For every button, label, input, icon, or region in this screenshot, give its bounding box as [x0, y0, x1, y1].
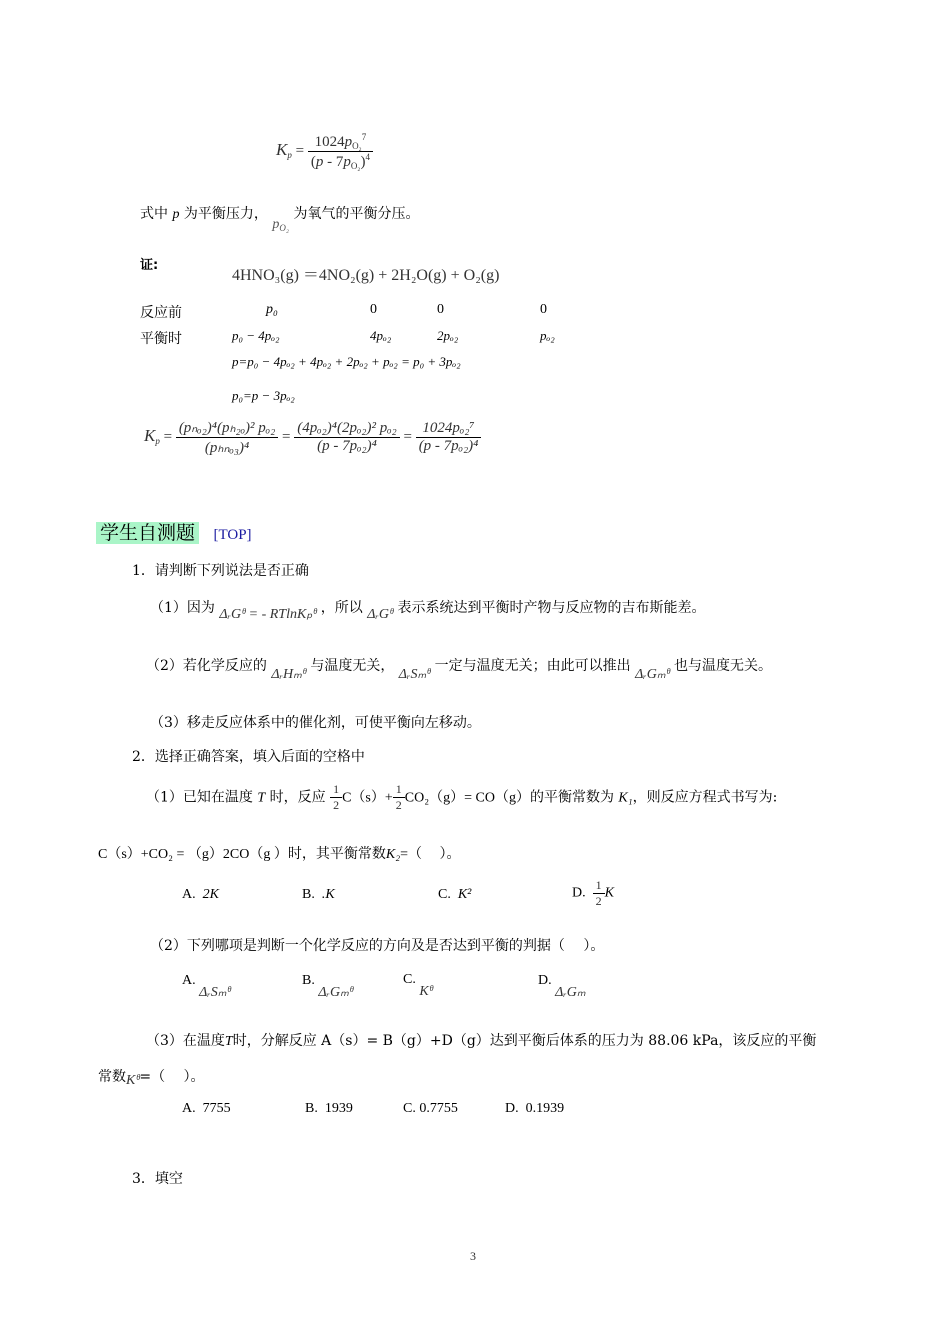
k-standard-symbol: Kᶿ [126, 1073, 140, 1088]
row-equilibrium-val: p₀ − 4pₒ₂ [232, 328, 280, 343]
kp-symbol: K [144, 425, 156, 445]
text: 一定与温度无关；由此可以推出 [434, 658, 631, 674]
q1-title: 1．请判断下列说法是否正确 [132, 563, 309, 579]
option-letter: D. [572, 885, 586, 901]
q2-s3-line1 [146, 1030, 816, 1050]
option-text: ΔᵣSₘᶿ [199, 985, 231, 1000]
text: ，则反应方程式书写为: [632, 789, 778, 806]
option-text: Kᶿ [419, 984, 433, 999]
kp-numerator [308, 132, 373, 151]
row-equilibrium-val: 2pₒ₂ [437, 328, 459, 343]
option-text: ΔᵣGₘ [555, 985, 586, 1000]
q1-statement-1 [150, 597, 706, 622]
option-letter: D. [505, 1101, 519, 1116]
numerator: 1024pₒ₂⁷ [422, 420, 475, 436]
var: p [315, 154, 324, 170]
text: C（s）+ [342, 790, 393, 806]
exp: 4 [365, 152, 370, 162]
kp-symbol: K [276, 139, 288, 159]
numerator: 1 [333, 782, 340, 796]
q2-s1-line1 [146, 782, 777, 813]
section-title: 学生自测题 [96, 522, 199, 544]
option-text: K [604, 885, 614, 901]
option-letter: B. [302, 973, 315, 988]
option-letter: B. [305, 1101, 318, 1116]
option-letter: A. [182, 973, 196, 988]
row-before-val: 0 [437, 302, 444, 317]
minus: - [327, 154, 333, 170]
q2-s3-option-c[interactable] [403, 1101, 458, 1117]
text: ，所以 [320, 600, 363, 616]
text: 也与温度无关。 [674, 658, 773, 674]
fraction-2 [294, 420, 399, 455]
text: （2）若化学反应的 [146, 658, 267, 674]
denominator: (p - 7pₒ₂)⁴ [294, 437, 399, 455]
equals-sign: = [295, 142, 305, 159]
gibbs-symbol: ΔᵣGₘᶿ [635, 667, 670, 682]
section-heading-row [96, 518, 252, 545]
option-text: 2K [202, 887, 219, 902]
text: CO₂（g）= CO（g）的平衡常数为 [404, 790, 614, 806]
var: p [344, 134, 353, 150]
q2-s3-line2 [98, 1066, 205, 1086]
kp-subscript: p [287, 149, 292, 160]
kp-subscript: p [155, 435, 160, 446]
q2-s2-option-c[interactable] [403, 972, 433, 999]
sum-line: p=p₀ − 4pₒ₂ + 4pₒ₂ + 2pₒ₂ + pₒ₂ = p₀ + 3pₒ₂ [232, 354, 461, 369]
text: =（ ）。 [400, 847, 461, 862]
option-letter: A. [182, 1101, 196, 1116]
row-before-val: 0 [540, 302, 547, 317]
paren: ) [360, 154, 366, 170]
option-text: .K [321, 887, 335, 902]
var: p [343, 154, 351, 170]
kp-derivation: $K_p$ = $\frac{\text{(pₙₒ₂)⁴(pₕ₂ₒ)² pₒ₂}}{\text{(pₕₙₒ₃)⁴}}$ = $\frac{\text{(4pₒ₂)⁴(2pₒ₂)² pₒ₂}}{\text{(p - 7pₒ₂)⁴}}$ = $\frac{\text{1024pₒ₂⁷}}{\text{(p - 7pₒ₂)⁴}}$ [144, 418, 481, 457]
row-before-label: 反应前 [140, 305, 182, 321]
q2-s2-text: （2）下列哪项是判断一个化学反应的方向及是否达到平衡的判据（ ）。 [150, 938, 605, 954]
fraction-3 [416, 420, 482, 455]
q2-s2-option-a[interactable] [182, 972, 231, 1000]
kp-equation-top [276, 132, 373, 171]
sub: O₂ [352, 141, 362, 151]
option-text: 0.7755 [419, 1101, 458, 1116]
sub: O₂ [350, 161, 361, 171]
denominator: 2 [593, 893, 605, 909]
option-letter: A. [182, 887, 196, 902]
option-text: 7755 [202, 1101, 231, 1116]
gibbs-symbol: ΔᵣGᶿ [367, 607, 394, 622]
q3-title: 3．填空 [132, 1171, 183, 1187]
q2-s1-option-a[interactable] [182, 887, 219, 903]
q1-statement-2 [146, 655, 773, 682]
numerator: 1 [395, 782, 402, 796]
option-text: K² [457, 887, 472, 902]
top-link[interactable]: [TOP] [213, 527, 252, 543]
gibbs-formula: ΔᵣGᶿ = - RTlnKₚᶿ [219, 607, 317, 622]
po2-symbol: p [272, 217, 280, 232]
option-letter: C. [403, 1101, 416, 1116]
row-equilibrium-val: 4pₒ₂ [370, 328, 392, 343]
q2-s1-option-b[interactable] [302, 887, 335, 903]
denominator: (p - 7pₒ₂)⁴ [416, 437, 482, 455]
q2-s2-option-b[interactable] [302, 972, 353, 1000]
text: =（ ）。 [139, 1069, 205, 1085]
text: 常数 [98, 1069, 126, 1085]
option-text: 0.1939 [525, 1101, 565, 1116]
k1-symbol: K₁ [618, 790, 633, 806]
q2-s3-option-d[interactable] [505, 1101, 564, 1117]
entropy-symbol: ΔᵣSₘᶿ [398, 667, 431, 682]
denominator: 2 [330, 797, 342, 813]
row-equilibrium-val: pₒ₂ [540, 328, 555, 343]
p-symbol: p [172, 207, 180, 222]
exp: 7 [361, 132, 367, 142]
option-text: 1939 [324, 1101, 353, 1116]
text: 为平衡压力， [183, 206, 268, 222]
q2-s1-line2 [98, 843, 460, 863]
option-letter: D. [538, 973, 552, 988]
paren: ( [310, 154, 316, 170]
half-fraction [593, 878, 605, 909]
numerator: (pₙₒ₂)⁴(pₕ₂ₒ)² pₒ₂ [178, 420, 276, 436]
page-number: 3 [470, 1249, 476, 1263]
row-before-val: p₀ [266, 302, 278, 317]
text: 与温度无关， [310, 658, 395, 674]
q2-s3-option-b[interactable] [305, 1101, 353, 1117]
q2-s2-option-d[interactable] [538, 972, 586, 1000]
numerator: (4pₒ₂)⁴(2pₒ₂)² pₒ₂ [297, 420, 397, 436]
text: 时，反应 [269, 789, 326, 806]
kp-fraction [308, 132, 373, 171]
text: （1）已知在温度 [146, 789, 253, 806]
fraction-1 [176, 418, 278, 457]
proof-label: 证: [140, 258, 159, 273]
q2-s1-option-c[interactable] [438, 887, 471, 903]
explanation-line [140, 203, 420, 233]
half-fraction [330, 782, 342, 813]
p0-line: p₀=p − 3pₒ₂ [232, 388, 295, 403]
option-letter: C. [403, 972, 416, 987]
text: 式中 [140, 206, 168, 222]
text: （3）在温度 [146, 1033, 225, 1049]
numerator: 1 [595, 878, 602, 892]
temperature-symbol: T [224, 1034, 233, 1049]
option-letter: C. [438, 887, 451, 902]
text: 为氧气的平衡分压。 [293, 206, 420, 222]
text: 时，分解反应 A（s）= B（g）+D（g）达到平衡后体系的压力为 88.06 kPa，该反应的平衡 [232, 1033, 817, 1049]
option-text: ΔᵣGₘᶿ [318, 985, 353, 1000]
text: （1）因为 [150, 600, 215, 616]
reaction-equation: 4HNO₃(g) ＝4NO₂(g) + 2H₂O(g) + O₂(g) [232, 267, 500, 284]
temperature-symbol: T [257, 790, 266, 806]
q1-statement-3: （3）移走反应体系中的催化剂，可使平衡向左移动。 [150, 715, 481, 731]
q2-title: 2．选择正确答案，填入后面的空格中 [132, 749, 365, 765]
row-equilibrium-label: 平衡时 [140, 331, 182, 347]
q2-s1-option-d[interactable] [572, 878, 614, 909]
text: 表示系统达到平衡时产物与反应物的吉布斯能差。 [397, 600, 706, 616]
po2-sub: O₂ [279, 223, 289, 233]
coef: 1024 [314, 134, 345, 150]
k2-symbol: K₂ [385, 847, 401, 862]
denominator: 2 [393, 797, 405, 813]
kp-denominator: $(p - 7p_{O_2})^4$ [308, 151, 373, 171]
enthalpy-symbol: ΔᵣHₘᶿ [271, 667, 306, 682]
half-fraction [393, 782, 405, 813]
denominator: (pₕₙₒ₃)⁴ [176, 437, 278, 457]
option-letter: B. [302, 887, 315, 902]
q2-s3-option-a[interactable] [182, 1101, 231, 1117]
row-before-val: 0 [370, 302, 377, 317]
text: C（s）+CO₂ = （g）2CO（g ）时，其平衡常数 [98, 847, 386, 862]
